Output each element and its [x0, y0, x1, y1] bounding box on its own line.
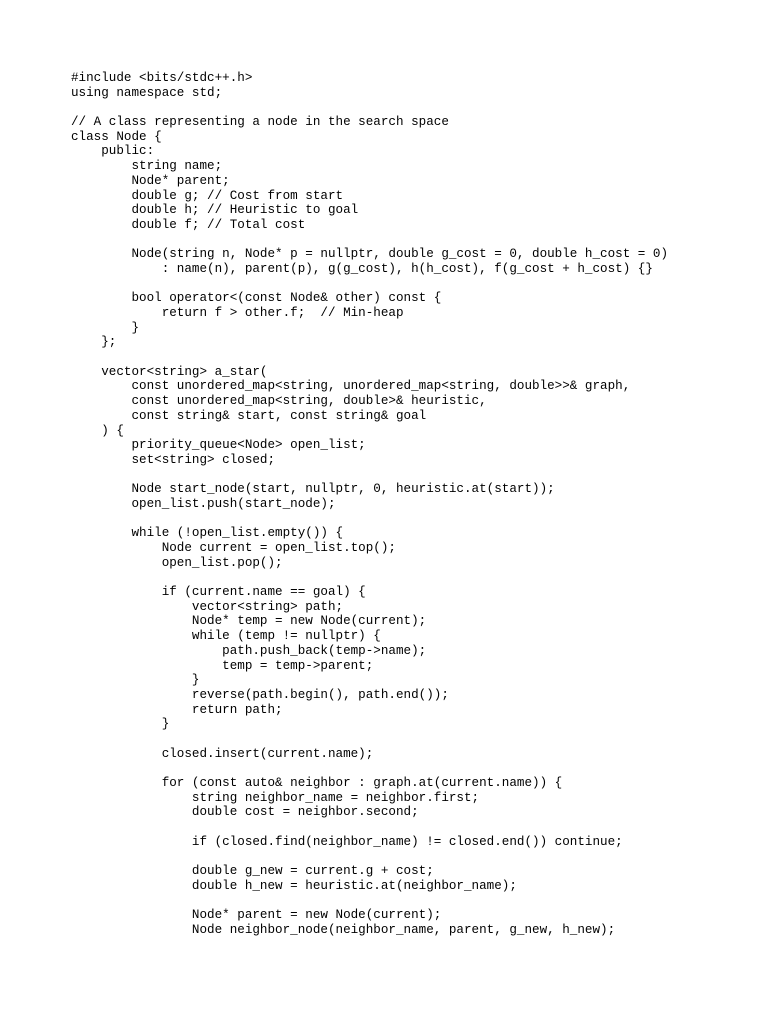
- code-line: using namespace std;: [71, 85, 223, 100]
- code-line: [71, 468, 668, 483]
- code-line: double h; // Heuristic to goal: [71, 203, 359, 218]
- code-line: [71, 570, 668, 585]
- code-line: closed.insert(current.name);: [71, 746, 374, 761]
- code-line: double g_new = current.g + cost;: [71, 864, 434, 879]
- code-line: open_list.pop();: [71, 555, 283, 570]
- code-line: priority_queue<Node> open_list;: [71, 438, 366, 453]
- code-line: [71, 849, 668, 864]
- code-line: open_list.push(start_node);: [71, 496, 336, 511]
- code-line: class Node {: [71, 129, 162, 144]
- code-line: while (temp != nullptr) {: [71, 629, 381, 644]
- code-line: Node* parent;: [71, 173, 230, 188]
- code-line: temp = temp->parent;: [71, 658, 374, 673]
- code-line: [71, 732, 668, 747]
- code-line: Node* temp = new Node(current);: [71, 614, 427, 629]
- code-line: [71, 512, 668, 527]
- code-line: }: [71, 717, 170, 732]
- code-line: const unordered_map<string, double>& heuristic,: [71, 394, 487, 409]
- code-line: path.push_back(temp->name);: [71, 643, 427, 658]
- code-line: string name;: [71, 159, 223, 174]
- code-line: ) {: [71, 423, 124, 438]
- code-line: Node neighbor_node(neighbor_name, parent, g_new, h_new);: [71, 922, 616, 937]
- code-line: : name(n), parent(p), g(g_cost), h(h_cost), f(g_cost + h_cost) {}: [71, 261, 653, 276]
- code-line: [71, 277, 668, 292]
- code-line: Node* parent = new Node(current);: [71, 908, 442, 923]
- code-line: return path;: [71, 702, 283, 717]
- code-line: [71, 761, 668, 776]
- code-line: vector<string> path;: [71, 599, 344, 614]
- code-line: };: [71, 335, 117, 350]
- code-line: }: [71, 673, 200, 688]
- code-line: while (!open_list.empty()) {: [71, 526, 344, 541]
- code-line: vector<string> a_star(: [71, 364, 268, 379]
- code-line: const unordered_map<string, unordered_map<string, double>>& graph,: [71, 379, 631, 394]
- code-line: reverse(path.begin(), path.end());: [71, 687, 449, 702]
- code-line: Node current = open_list.top();: [71, 541, 396, 555]
- code-line: Node(string n, Node* p = nullptr, double g_cost = 0, double h_cost = 0): [71, 247, 669, 262]
- code-line: #include <bits/stdc++.h>: [71, 71, 253, 85]
- code-line: string neighbor_name = neighbor.first;: [71, 790, 480, 805]
- code-line: if (closed.find(neighbor_name) != closed.end()) continue;: [71, 834, 623, 849]
- code-block: [71, 71, 668, 938]
- code-line: double f; // Total cost: [71, 217, 306, 232]
- code-line: double g; // Cost from start: [71, 188, 344, 203]
- code-line: // A class representing a node in the search space: [71, 115, 449, 130]
- code-line: [71, 233, 668, 248]
- code-line: set<string> closed;: [71, 452, 276, 467]
- code-line: [71, 350, 668, 365]
- code-line: bool operator<(const Node& other) const {: [71, 291, 442, 306]
- code-line: double h_new = heuristic.at(neighbor_name);: [71, 878, 517, 893]
- code-line: [71, 100, 668, 115]
- code-line: [71, 894, 668, 909]
- code-line: }: [71, 320, 140, 335]
- code-line: return f > other.f; // Min-heap: [71, 306, 404, 320]
- code-line: public:: [71, 144, 155, 159]
- code-line: if (current.name == goal) {: [71, 585, 366, 600]
- code-line: Node start_node(start, nullptr, 0, heuristic.at(start));: [71, 482, 555, 497]
- code-line: double cost = neighbor.second;: [71, 805, 419, 820]
- code-line: [71, 820, 668, 835]
- code-line: const string& start, const string& goal: [71, 408, 427, 423]
- code-line: for (const auto& neighbor : graph.at(current.name)) {: [71, 776, 563, 790]
